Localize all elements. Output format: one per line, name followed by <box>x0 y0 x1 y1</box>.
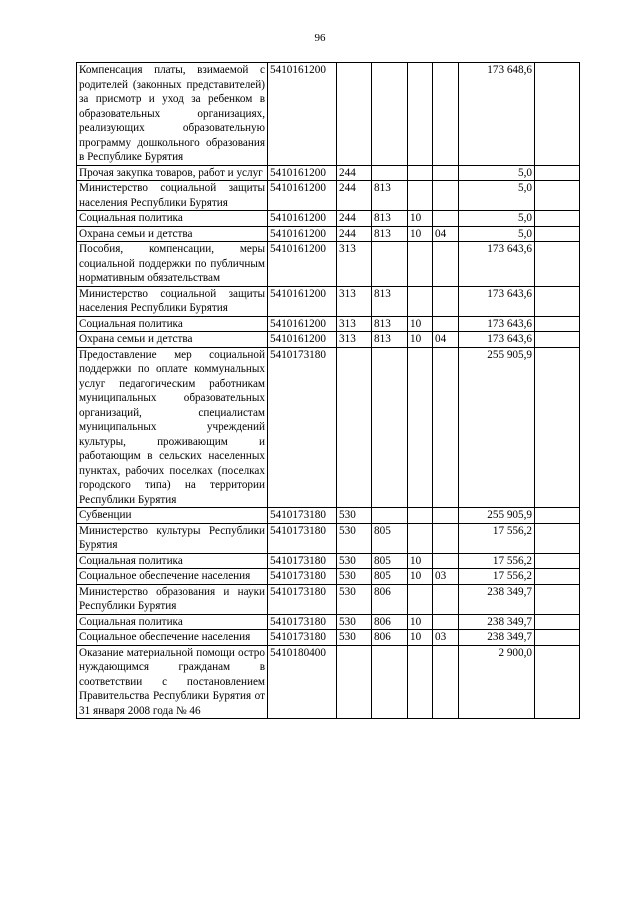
row-sum-cell: 5,0 <box>459 226 535 242</box>
row-vr-cell: 530 <box>337 584 372 614</box>
row-vr-cell: 313 <box>337 316 372 332</box>
row-rz-cell <box>408 165 433 181</box>
row-grbs-cell: 805 <box>372 569 408 585</box>
table-row <box>77 286 580 316</box>
table-row <box>77 316 580 332</box>
row-csr-cell: 5410161200 <box>268 226 337 242</box>
row-grbs-cell: 806 <box>372 614 408 630</box>
row-name-cell: Социальное обеспечение населения <box>77 569 268 585</box>
row-sum-cell: 17 556,2 <box>459 553 535 569</box>
row-sum-cell: 5,0 <box>459 165 535 181</box>
row-vr-cell <box>337 645 372 719</box>
row-sum-cell: 255 905,9 <box>459 508 535 524</box>
page-number: 96 <box>314 32 326 44</box>
table-row <box>77 63 580 166</box>
row-rz-cell: 10 <box>408 630 433 646</box>
row-grbs-cell: 805 <box>372 523 408 553</box>
row-grbs-cell: 813 <box>372 332 408 348</box>
row-vr-cell: 244 <box>337 211 372 227</box>
row-csr-cell: 5410161200 <box>268 242 337 287</box>
row-grbs-cell: 813 <box>372 286 408 316</box>
row-rz-cell <box>408 286 433 316</box>
row-csr-cell: 5410173180 <box>268 508 337 524</box>
row-grbs-cell: 813 <box>372 211 408 227</box>
row-name-cell: Пособия, компенсации, меры социальной поддержки по публичным нормативным обязательствам <box>77 242 268 287</box>
row-empty-cell <box>535 614 580 630</box>
row-pr-cell <box>433 645 459 719</box>
row-vr-cell: 244 <box>337 181 372 211</box>
row-grbs-cell: 813 <box>372 226 408 242</box>
row-pr-cell <box>433 316 459 332</box>
table-row <box>77 165 580 181</box>
row-pr-cell <box>433 508 459 524</box>
row-pr-cell <box>433 181 459 211</box>
row-vr-cell: 244 <box>337 165 372 181</box>
row-rz-cell <box>408 645 433 719</box>
row-name-cell: Субвенции <box>77 508 268 524</box>
row-rz-cell <box>408 63 433 166</box>
row-rz-cell: 10 <box>408 569 433 585</box>
row-vr-cell: 313 <box>337 286 372 316</box>
row-csr-cell: 5410173180 <box>268 523 337 553</box>
row-name-cell: Министерство культуры Республики Бурятия <box>77 523 268 553</box>
row-sum-cell: 173 643,6 <box>459 316 535 332</box>
row-grbs-cell: 806 <box>372 584 408 614</box>
row-sum-cell: 255 905,9 <box>459 347 535 508</box>
row-empty-cell <box>535 584 580 614</box>
row-empty-cell <box>535 211 580 227</box>
table-row <box>77 523 580 553</box>
row-vr-cell: 530 <box>337 614 372 630</box>
row-rz-cell <box>408 508 433 524</box>
table-row <box>77 569 580 585</box>
table-row <box>77 242 580 287</box>
row-pr-cell <box>433 614 459 630</box>
row-empty-cell <box>535 63 580 166</box>
row-vr-cell <box>337 63 372 166</box>
table-row <box>77 332 580 348</box>
row-csr-cell: 5410173180 <box>268 569 337 585</box>
row-name-cell: Охрана семьи и детства <box>77 332 268 348</box>
table-row <box>77 181 580 211</box>
row-rz-cell <box>408 181 433 211</box>
row-name-cell: Социальная политика <box>77 316 268 332</box>
row-csr-cell: 5410161200 <box>268 211 337 227</box>
row-pr-cell <box>433 584 459 614</box>
row-sum-cell: 173 643,6 <box>459 332 535 348</box>
row-vr-cell: 244 <box>337 226 372 242</box>
row-empty-cell <box>535 508 580 524</box>
row-name-cell: Социальная политика <box>77 211 268 227</box>
row-empty-cell <box>535 316 580 332</box>
row-csr-cell: 5410161200 <box>268 63 337 166</box>
row-sum-cell: 238 349,7 <box>459 614 535 630</box>
table-row <box>77 584 580 614</box>
row-empty-cell <box>535 165 580 181</box>
row-vr-cell <box>337 347 372 508</box>
row-vr-cell: 530 <box>337 569 372 585</box>
row-rz-cell: 10 <box>408 211 433 227</box>
row-empty-cell <box>535 347 580 508</box>
table-row <box>77 614 580 630</box>
row-rz-cell <box>408 242 433 287</box>
row-csr-cell: 5410173180 <box>268 614 337 630</box>
row-grbs-cell: 813 <box>372 181 408 211</box>
row-pr-cell <box>433 553 459 569</box>
row-rz-cell: 10 <box>408 226 433 242</box>
row-csr-cell: 5410173180 <box>268 584 337 614</box>
row-pr-cell <box>433 211 459 227</box>
row-name-cell: Предоставление мер социальной поддержки по оплате коммунальных услуг педагогическим работникам муниципальных образовательных организаций, специалистам муниципальных учреждений культуры, проживающим и работающим в сельских населенных пунктах, рабочих поселках (поселках городского типа) на территории Республики Бурятия <box>77 347 268 508</box>
table-row <box>77 347 580 508</box>
row-name-cell: Социальная политика <box>77 614 268 630</box>
row-rz-cell <box>408 584 433 614</box>
row-vr-cell: 530 <box>337 523 372 553</box>
table-row <box>77 630 580 646</box>
row-grbs-cell <box>372 63 408 166</box>
row-sum-cell: 173 648,6 <box>459 63 535 166</box>
row-csr-cell: 5410173180 <box>268 347 337 508</box>
row-grbs-cell: 813 <box>372 316 408 332</box>
row-name-cell: Охрана семьи и детства <box>77 226 268 242</box>
row-pr-cell: 04 <box>433 226 459 242</box>
row-name-cell: Министерство социальной защиты населения Республики Бурятия <box>77 181 268 211</box>
row-csr-cell: 5410161200 <box>268 332 337 348</box>
row-sum-cell: 2 900,0 <box>459 645 535 719</box>
row-pr-cell <box>433 523 459 553</box>
row-grbs-cell <box>372 165 408 181</box>
row-empty-cell <box>535 553 580 569</box>
row-sum-cell: 17 556,2 <box>459 569 535 585</box>
row-sum-cell: 238 349,7 <box>459 630 535 646</box>
row-name-cell: Оказание материальной помощи остро нуждающимся гражданам в соответствии с постановлением Правительства Республики Бурятия от 31 января 2008 года № 46 <box>77 645 268 719</box>
row-pr-cell: 04 <box>433 332 459 348</box>
row-empty-cell <box>535 286 580 316</box>
row-rz-cell: 10 <box>408 316 433 332</box>
row-csr-cell: 5410180400 <box>268 645 337 719</box>
row-rz-cell: 10 <box>408 332 433 348</box>
budget-table <box>76 62 580 719</box>
row-sum-cell: 5,0 <box>459 181 535 211</box>
row-empty-cell <box>535 226 580 242</box>
row-rz-cell <box>408 347 433 508</box>
row-empty-cell <box>535 569 580 585</box>
row-grbs-cell <box>372 347 408 508</box>
row-empty-cell <box>535 523 580 553</box>
row-sum-cell: 5,0 <box>459 211 535 227</box>
row-csr-cell: 5410161200 <box>268 165 337 181</box>
row-pr-cell: 03 <box>433 630 459 646</box>
row-sum-cell: 173 643,6 <box>459 242 535 287</box>
row-csr-cell: 5410173180 <box>268 553 337 569</box>
budget-table-body <box>77 63 580 719</box>
row-empty-cell <box>535 332 580 348</box>
row-csr-cell: 5410161200 <box>268 286 337 316</box>
row-vr-cell: 530 <box>337 630 372 646</box>
row-pr-cell: 03 <box>433 569 459 585</box>
row-pr-cell <box>433 286 459 316</box>
row-empty-cell <box>535 645 580 719</box>
row-csr-cell: 5410161200 <box>268 316 337 332</box>
row-name-cell: Социальное обеспечение населения <box>77 630 268 646</box>
row-pr-cell <box>433 165 459 181</box>
row-pr-cell <box>433 63 459 166</box>
row-grbs-cell: 805 <box>372 553 408 569</box>
row-grbs-cell <box>372 242 408 287</box>
table-row <box>77 553 580 569</box>
row-empty-cell <box>535 242 580 287</box>
row-vr-cell: 530 <box>337 553 372 569</box>
row-vr-cell: 313 <box>337 332 372 348</box>
row-pr-cell <box>433 347 459 508</box>
row-name-cell: Министерство образования и науки Республики Бурятия <box>77 584 268 614</box>
row-grbs-cell: 806 <box>372 630 408 646</box>
row-sum-cell: 173 643,6 <box>459 286 535 316</box>
row-grbs-cell <box>372 645 408 719</box>
row-name-cell: Министерство социальной защиты населения Республики Бурятия <box>77 286 268 316</box>
row-vr-cell: 313 <box>337 242 372 287</box>
row-csr-cell: 5410173180 <box>268 630 337 646</box>
row-name-cell: Прочая закупка товаров, работ и услуг <box>77 165 268 181</box>
table-row <box>77 508 580 524</box>
row-pr-cell <box>433 242 459 287</box>
row-empty-cell <box>535 181 580 211</box>
row-name-cell: Компенсация платы, взимаемой с родителей (законных представителей) за присмотр и уход за ребенком в образовательных организациях, реализующих образовательную программу дошкольного образования в Республике Бурятия <box>77 63 268 166</box>
table-row <box>77 645 580 719</box>
row-sum-cell: 238 349,7 <box>459 584 535 614</box>
row-empty-cell <box>535 630 580 646</box>
row-vr-cell: 530 <box>337 508 372 524</box>
row-name-cell: Социальная политика <box>77 553 268 569</box>
row-rz-cell: 10 <box>408 614 433 630</box>
table-row <box>77 226 580 242</box>
row-rz-cell: 10 <box>408 553 433 569</box>
row-rz-cell <box>408 523 433 553</box>
row-grbs-cell <box>372 508 408 524</box>
row-sum-cell: 17 556,2 <box>459 523 535 553</box>
row-csr-cell: 5410161200 <box>268 181 337 211</box>
table-row <box>77 211 580 227</box>
